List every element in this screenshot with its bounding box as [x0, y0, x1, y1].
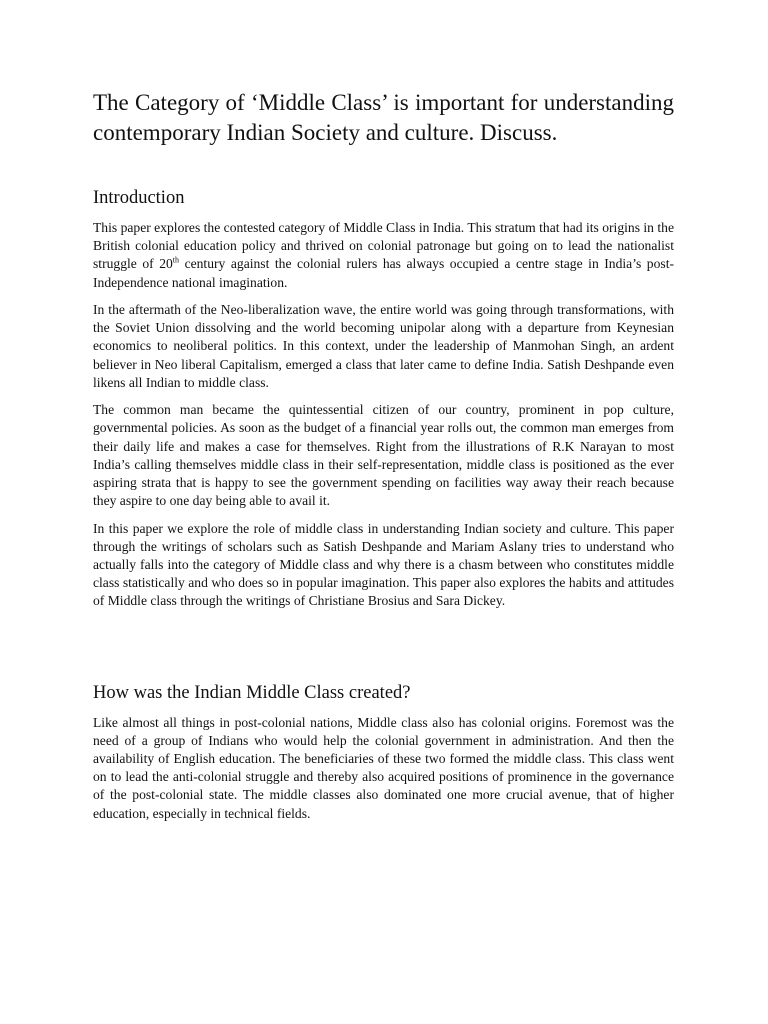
intro-paragraph-1-text: This paper explores the contested category of Middle Class in India. This stratum that had its origins in the British colonial education policy and thrived on colonial patronage but going on to lead the nationalist struggle of 20 — [93, 220, 674, 272]
intro-paragraph-2: In the aftermath of the Neo-liberalization wave, the entire world was going through transformations, with the Soviet Union dissolving and the world becoming unipolar along with a departure from Keynesian economics to neoliberal politics. In this context, under the leadership of Manmohan Singh, an ardent believer in Neo liberal Capitalism, emerged a class that later came to define India. Satish Deshpande even likens all Indian to middle class. — [93, 302, 674, 390]
section-heading-introduction: Introduction — [93, 188, 185, 208]
document-title: The Category of ‘Middle Class’ is important for understanding contemporary Indian Society and culture. Discuss. — [93, 90, 674, 145]
document-page — [93, 88, 674, 832]
intro-paragraph-4: In this paper we explore the role of middle class in understanding Indian society and culture. This paper through the writings of scholars such as Satish Deshpande and Mariam Aslany tries to understand who actually falls into the category of Middle class and why there is a chasm between who constitutes middle class statistically and who does so in popular imagination. This paper also explores the habits and attitudes of Middle class through the writings of Christiane Brosius and Sara Dickey. — [93, 520, 674, 609]
section-heading-middle-class-created: How was the Indian Middle Class created? — [93, 682, 411, 703]
ordinal-superscript: th — [172, 255, 180, 265]
intro-paragraph-1-text-cont: century against the colonial rulers has always occupied a centre stage in India’s post-Independence national imagination. — [93, 256, 674, 290]
intro-paragraph-3: The common man became the quintessential citizen of our country, prominent in pop culture, governmental policies. As soon as the budget of a financial year rolls out, the common man emerges from their daily life and makes a case for themselves. Right from the illustrations of R.K Narayan to most India’s calling themselves middle class in their self-representation, middle class is positioned as the ever aspiring strata that is happy to see the government spending on facilities way away their reach because they aspire to one day being able to avail it. — [93, 402, 674, 509]
intro-paragraph-1 — [93, 219, 674, 292]
created-paragraph-1: Like almost all things in post-colonial nations, Middle class also has colonial origins. Foremost was the need of a group of Indians who would help the colonial government in administration. And then the availability of English education. The beneficiaries of these two formed the middle class. This class went on to lead the anti-colonial struggle and thereby also acquired positions of prominence in the governance of the post-colonial state. The middle classes also dominated one more crucial avenue, that of higher education, especially in technical fields. — [93, 714, 674, 821]
